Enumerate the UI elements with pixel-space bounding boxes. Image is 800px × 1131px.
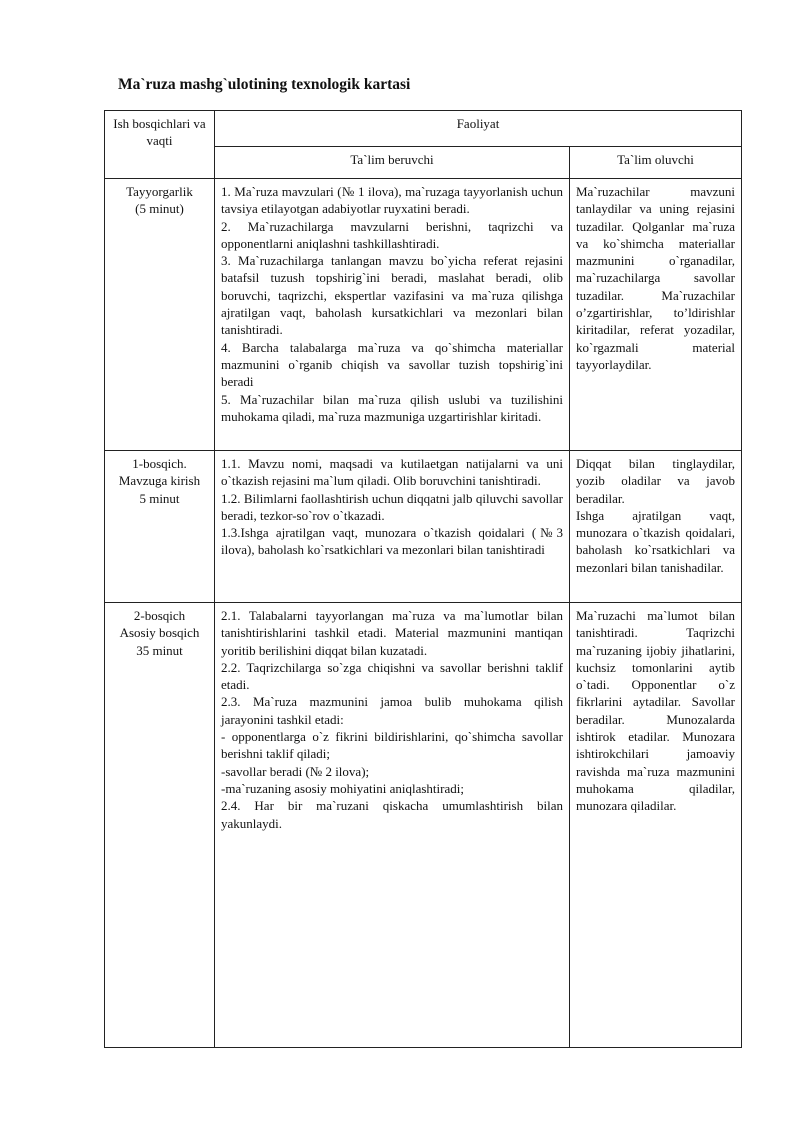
teacher-activity-cell [215,451,570,603]
technology-card-table [104,110,742,1048]
table-row [105,179,742,451]
teacher-activity-cell [215,603,570,1048]
teacher-step: 1. Ma`ruza mavzulari (№ 1 ilova), ma`ruzaga tayyorlanish uchun tavsiya etilayotgan adabiyotlar ruyxatini beradi. [221,184,563,217]
teacher-step: 1.3.Ishga ajratilgan vaqt, munozara o`tkazish qoidalari (№3 ilova), baholash ko`rsatkichlari va mezonlari bilan tanishtiradi [221,525,563,558]
stage-name: 2-bosqich [133,608,186,623]
page-title: Ma`ruza mashg`ulotining texnologik kartasi [118,76,411,93]
teacher-step: 2.1. Talabalarni tayyorlangan ma`ruza va ma`lumotlar bilan tanishtirishlarini tashkil etadi. Material mazmunini mantiqan yoritib berilishini diqqat bilan kuzatadi. [221,608,563,658]
student-text: Diqqat bilan tinglaydilar, yozib oladilar va javob beradilar. [576,456,736,506]
table-row [105,451,742,603]
stage-name: 1-bosqich. [132,456,187,471]
stage-cell [105,451,215,603]
teacher-step: 2.3. Ma`ruza mazmunini jamoa bulib muhokama qilish jarayonini tashkil etadi: [221,694,563,727]
stage-time: 35 minut [136,642,183,658]
table-row [105,603,742,1048]
stage-cell [105,603,215,1048]
student-activity-cell [570,451,742,603]
teacher-step: 2.4. Har bir ma`ruzani qiskacha umumlashtirish bilan yakunlaydi. [221,798,563,831]
student-header: Ta`lim oluvchi [570,147,742,179]
stage-name: Tayyorgarlik [126,184,193,199]
teacher-header: Ta`lim beruvchi [215,147,570,179]
student-text: Ma`ruzachilar mavzuni tanlaydilar va uning rejasini tuzadilar. Qolganlar ma`ruza va ko`shimcha materiallar mazmunini o`rganadilar, ma`ruzachilarga savollar tuzadilar. Ma`ruzachilar o’zgartirishlar, to’ldirishlar kiritadilar, referat yozadilar, ko`rgazmali material tayyorlaydilar. [576,184,736,372]
teacher-step: 1.1. Mavzu nomi, maqsadi va kutilaetgan natijalarni va uni o`tkazish rejasini ma`lum qiladi. Olib boruvchini tanishtiradi. [221,456,563,489]
stage-cell [105,179,215,451]
teacher-step: 3. Ma`ruzachilarga tanlangan mavzu bo`yicha referat rejasini batafsil tuzush topshirig`ini beradi, maslahat beradi, olib boruvchi, taqrizchi, ekspertlar vazifasini va ma`ruza qilishga ajratilgan vaqt, baholash kursatkichlari va mezonlari bilan tanishtiradi. [221,253,563,338]
student-text: Ma`ruzachi ma`lumot bilan tanishtiradi. Taqrizchi ma`ruzaning ijobiy jihatlarini, kuchsiz tomonlarini aytib o`tadi. Opponentlar o`z fikrlarini aytadilar. Savollar beradilar. Munozalarda ishtirok etadilar. Munozara ishtirokchilari jamoaviy ravishda ma`ruza mazmunini muhokama qiladilar, munozara qiladilar. [576,608,736,814]
student-activity-cell [570,179,742,451]
stage-subtitle: Mavzuga kirish [118,473,201,489]
activity-header: Faoliyat [215,111,742,147]
teacher-activity-cell [215,179,570,451]
teacher-step: -ma`ruzaning asosiy mohiyatini aniqlashtiradi; [221,780,464,796]
teacher-step: 5. Ma`ruzachilar bilan ma`ruza qilish uslubi va tuzilishini muhokama qiladi, ma`ruza mazmuniga uzgartirishlar kiritadi. [221,391,563,424]
student-activity-cell [570,603,742,1048]
header-row [105,111,742,147]
stage-time: 5 minut [139,490,180,506]
teacher-step: -savollar beradi (№ 2 ilova); [221,763,370,779]
stage-time: (5 minut) [135,201,184,217]
teacher-step: 1.2. Bilimlarni faollashtirish uchun diqqatni jalb qiluvchi savollar beradi, tezkor-so`rov o`tkazadi. [221,490,563,523]
teacher-step: 2.2. Taqrizchilarga so`zga chiqishni va savollar berishni taklif etadi. [221,659,563,693]
teacher-step: - opponentlarga o`z fikrini bildirishlarini, qo`shimcha savollar berishni taklif qiladi; [221,729,563,762]
teacher-step: 2. Ma`ruzachilarga mavzularni berishni, taqrizchi va opponentlarni aniqlashni tashkillashtiradi. [221,218,563,251]
stage-subtitle: Asosiy bosqich [119,625,200,641]
stage-column-header: Ish bosqichlari va vaqti [105,111,215,179]
student-text: Ishga ajratilgan vaqt, munozara o`tkazish qoidalari, baholash ko`rsatkichlari va mezonlari bilan tanishadilar. [576,507,736,575]
teacher-step: 4. Barcha talabalarga ma`ruza va qo`shimcha materiallar mazmunini o`rganib chiqish va savollar tuzish topshirig`ini beradi [221,339,563,390]
